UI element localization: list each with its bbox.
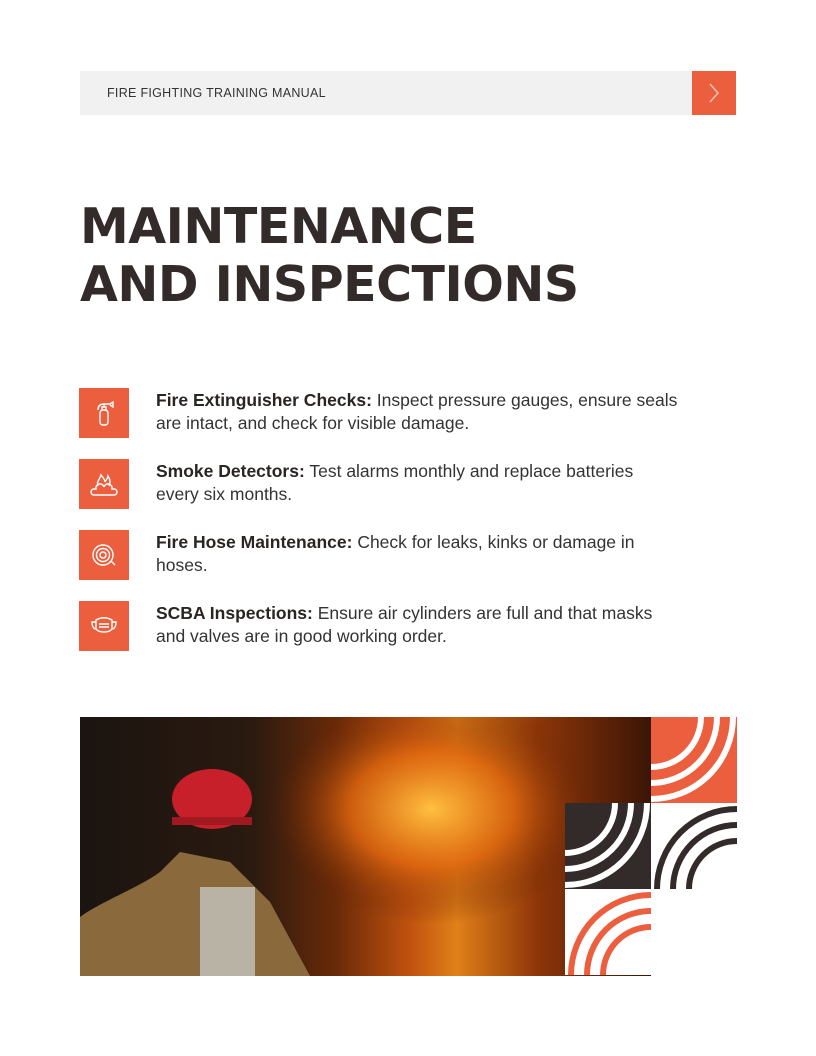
smoke-detector-icon bbox=[79, 459, 129, 509]
item-heading: Fire Hose Maintenance: bbox=[156, 532, 353, 552]
item-heading: SCBA Inspections: bbox=[156, 603, 313, 623]
list-item bbox=[79, 459, 679, 509]
decor-tile bbox=[651, 803, 737, 889]
list-item bbox=[79, 601, 679, 651]
fire-extinguisher-icon bbox=[79, 388, 129, 438]
next-button[interactable] bbox=[692, 71, 736, 115]
item-text: Test alarms monthly and replace batteries every six months. bbox=[156, 461, 634, 504]
header-bar bbox=[80, 71, 692, 115]
item-heading: Smoke Detectors: bbox=[156, 461, 305, 481]
mask-icon bbox=[79, 601, 129, 651]
item-text: Ensure air cylinders are full and that masks and valves are in good working order. bbox=[156, 603, 653, 646]
decor-tile bbox=[565, 889, 651, 975]
title-line-1: MAINTENANCE bbox=[80, 198, 477, 255]
item-text: Check for leaks, kinks or damage in hoses. bbox=[156, 532, 635, 575]
decor-tile bbox=[565, 803, 651, 889]
list-item bbox=[79, 388, 679, 438]
page-title bbox=[80, 198, 579, 314]
header-title: FIRE FIGHTING TRAINING MANUAL bbox=[107, 86, 326, 100]
chevron-right-icon bbox=[707, 81, 721, 105]
item-text: Inspect pressure gauges, ensure seals are intact, and check for visible damage. bbox=[156, 390, 678, 433]
decor-tile bbox=[651, 717, 737, 803]
item-heading: Fire Extinguisher Checks: bbox=[156, 390, 372, 410]
title-line-2: AND INSPECTIONS bbox=[80, 256, 579, 313]
fire-hose-icon bbox=[79, 530, 129, 580]
list-item bbox=[79, 530, 679, 580]
